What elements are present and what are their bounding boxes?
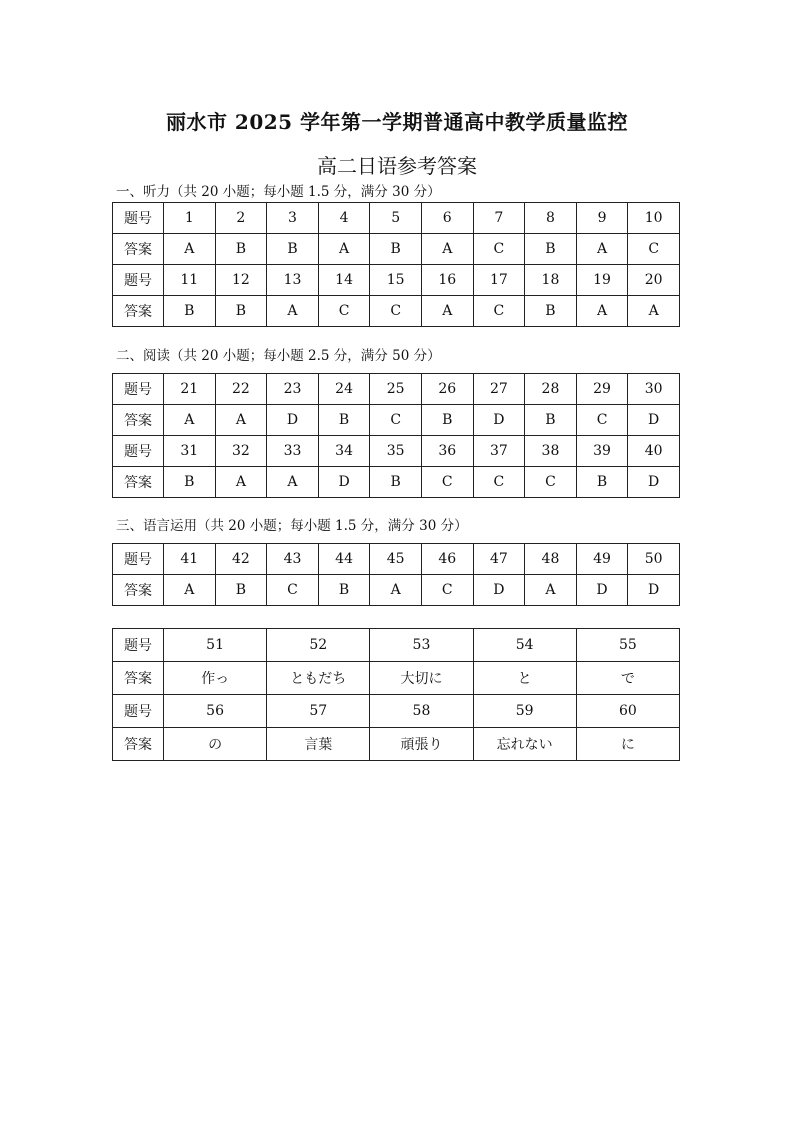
- question-number-row: [113, 544, 680, 575]
- question-number-row: [113, 629, 680, 662]
- answer-cell: D: [318, 467, 370, 498]
- answer-cell: B: [525, 296, 577, 327]
- answer-cell: B: [576, 467, 628, 498]
- answer-cell: B: [421, 405, 473, 436]
- row-label-answer: 答案: [113, 728, 164, 761]
- question-number-cell: 19: [576, 265, 628, 296]
- question-number-cell: 51: [164, 629, 267, 662]
- question-number-row: [113, 695, 680, 728]
- row-label-answer: 答案: [113, 662, 164, 695]
- answer-cell: B: [525, 234, 577, 265]
- question-number-cell: 59: [473, 695, 576, 728]
- question-number-cell: 25: [370, 374, 422, 405]
- row-label-answer: 答案: [113, 467, 164, 498]
- answer-cell: A: [164, 575, 216, 606]
- row-label-question: 题号: [113, 695, 164, 728]
- question-number-cell: 44: [318, 544, 370, 575]
- question-number-cell: 11: [164, 265, 216, 296]
- question-number-cell: 24: [318, 374, 370, 405]
- answer-cell: B: [318, 575, 370, 606]
- question-number-cell: 30: [628, 374, 680, 405]
- question-number-cell: 28: [525, 374, 577, 405]
- answer-cell: C: [576, 405, 628, 436]
- answer-cell: A: [576, 234, 628, 265]
- row-label-answer: 答案: [113, 405, 164, 436]
- answer-cell: B: [525, 405, 577, 436]
- answer-cell: A: [318, 234, 370, 265]
- question-number-cell: 17: [473, 265, 525, 296]
- answer-cell: D: [628, 575, 680, 606]
- answer-cell: 頑張り: [370, 728, 473, 761]
- answer-cell: A: [215, 467, 267, 498]
- answer-cell: ともだち: [267, 662, 370, 695]
- row-label-question: 题号: [113, 374, 164, 405]
- answer-row: [113, 234, 680, 265]
- answer-row: [113, 296, 680, 327]
- row-label-answer: 答案: [113, 234, 164, 265]
- answer-cell: C: [421, 575, 473, 606]
- answer-cell: B: [370, 467, 422, 498]
- answer-cell: B: [215, 296, 267, 327]
- answer-cell: A: [164, 234, 216, 265]
- question-number-row: [113, 203, 680, 234]
- answer-cell: C: [525, 467, 577, 498]
- question-number-cell: 49: [576, 544, 628, 575]
- question-number-cell: 34: [318, 436, 370, 467]
- answer-cell: C: [318, 296, 370, 327]
- question-number-cell: 20: [628, 265, 680, 296]
- answer-cell: B: [318, 405, 370, 436]
- answer-cell: C: [267, 575, 319, 606]
- answer-cell: に: [576, 728, 679, 761]
- question-number-cell: 31: [164, 436, 216, 467]
- question-number-cell: 46: [421, 544, 473, 575]
- answer-cell: A: [164, 405, 216, 436]
- answer-row: [113, 728, 680, 761]
- answer-cell: A: [576, 296, 628, 327]
- answer-cell: 言葉: [267, 728, 370, 761]
- question-number-cell: 53: [370, 629, 473, 662]
- answer-cell: A: [525, 575, 577, 606]
- answer-row: [113, 405, 680, 436]
- answer-cell: D: [473, 575, 525, 606]
- answer-cell: C: [421, 467, 473, 498]
- question-number-cell: 55: [576, 629, 679, 662]
- answer-cell: A: [267, 296, 319, 327]
- question-number-cell: 2: [215, 203, 267, 234]
- question-number-cell: 23: [267, 374, 319, 405]
- answer-table-listening: [112, 202, 680, 327]
- question-number-cell: 47: [473, 544, 525, 575]
- question-number-cell: 1: [164, 203, 216, 234]
- answer-cell: C: [473, 234, 525, 265]
- answer-cell: D: [576, 575, 628, 606]
- answer-cell: B: [164, 296, 216, 327]
- answer-cell: C: [370, 405, 422, 436]
- question-number-cell: 36: [421, 436, 473, 467]
- answer-cell: A: [370, 575, 422, 606]
- question-number-cell: 35: [370, 436, 422, 467]
- question-number-cell: 58: [370, 695, 473, 728]
- question-number-cell: 9: [576, 203, 628, 234]
- section-heading-listening: 一、听力（共 20 小题；每小题 1.5 分，满分 30 分）: [116, 184, 441, 200]
- question-number-cell: 6: [421, 203, 473, 234]
- question-number-cell: 37: [473, 436, 525, 467]
- question-number-cell: 5: [370, 203, 422, 234]
- question-number-cell: 4: [318, 203, 370, 234]
- answer-cell: A: [215, 405, 267, 436]
- question-number-row: [113, 265, 680, 296]
- question-number-cell: 12: [215, 265, 267, 296]
- question-number-cell: 7: [473, 203, 525, 234]
- question-number-cell: 27: [473, 374, 525, 405]
- answer-cell: B: [215, 234, 267, 265]
- answer-cell: 忘れない: [473, 728, 576, 761]
- question-number-cell: 29: [576, 374, 628, 405]
- question-number-cell: 38: [525, 436, 577, 467]
- row-label-question: 题号: [113, 265, 164, 296]
- question-number-cell: 14: [318, 265, 370, 296]
- question-number-cell: 50: [628, 544, 680, 575]
- page-title: 丽水市 2025 学年第一学期普通高中教学质量监控: [165, 110, 629, 134]
- answer-cell: B: [267, 234, 319, 265]
- answer-row: [113, 575, 680, 606]
- answer-cell: C: [473, 296, 525, 327]
- answer-cell: A: [421, 234, 473, 265]
- answer-cell: D: [267, 405, 319, 436]
- answer-cell: D: [473, 405, 525, 436]
- answer-cell: D: [628, 467, 680, 498]
- answer-cell: A: [628, 296, 680, 327]
- answer-table-fill-in: [112, 628, 680, 761]
- answer-cell: と: [473, 662, 576, 695]
- answer-table-language-usage: [112, 543, 680, 606]
- question-number-cell: 41: [164, 544, 216, 575]
- row-label-answer: 答案: [113, 296, 164, 327]
- question-number-cell: 43: [267, 544, 319, 575]
- answer-cell: B: [215, 575, 267, 606]
- section-heading-reading: 二、阅读（共 20 小题；每小题 2.5 分，满分 50 分）: [116, 348, 441, 364]
- question-number-cell: 22: [215, 374, 267, 405]
- question-number-cell: 56: [164, 695, 267, 728]
- question-number-row: [113, 436, 680, 467]
- question-number-cell: 32: [215, 436, 267, 467]
- row-label-question: 题号: [113, 544, 164, 575]
- question-number-cell: 54: [473, 629, 576, 662]
- question-number-cell: 48: [525, 544, 577, 575]
- answer-table-reading: [112, 373, 680, 498]
- question-number-cell: 13: [267, 265, 319, 296]
- question-number-cell: 10: [628, 203, 680, 234]
- page-subtitle: 高二日语参考答案: [317, 154, 477, 178]
- question-number-cell: 26: [421, 374, 473, 405]
- answer-cell: C: [473, 467, 525, 498]
- answer-cell: A: [421, 296, 473, 327]
- question-number-cell: 45: [370, 544, 422, 575]
- question-number-cell: 52: [267, 629, 370, 662]
- question-number-cell: 21: [164, 374, 216, 405]
- answer-cell: B: [370, 234, 422, 265]
- answer-cell: C: [628, 234, 680, 265]
- question-number-cell: 39: [576, 436, 628, 467]
- question-number-cell: 8: [525, 203, 577, 234]
- answer-cell: 作っ: [164, 662, 267, 695]
- row-label-question: 题号: [113, 629, 164, 662]
- answer-cell: の: [164, 728, 267, 761]
- row-label-question: 题号: [113, 436, 164, 467]
- question-number-cell: 3: [267, 203, 319, 234]
- question-number-row: [113, 374, 680, 405]
- answer-row: [113, 467, 680, 498]
- answer-cell: D: [628, 405, 680, 436]
- section-heading-language-usage: 三、语言运用（共 20 小题；每小题 1.5 分，满分 30 分）: [116, 518, 468, 534]
- answer-cell: 大切に: [370, 662, 473, 695]
- row-label-answer: 答案: [113, 575, 164, 606]
- question-number-cell: 18: [525, 265, 577, 296]
- question-number-cell: 60: [576, 695, 679, 728]
- question-number-cell: 40: [628, 436, 680, 467]
- question-number-cell: 42: [215, 544, 267, 575]
- question-number-cell: 15: [370, 265, 422, 296]
- question-number-cell: 57: [267, 695, 370, 728]
- answer-cell: で: [576, 662, 679, 695]
- question-number-cell: 16: [421, 265, 473, 296]
- answer-cell: C: [370, 296, 422, 327]
- question-number-cell: 33: [267, 436, 319, 467]
- answer-row: [113, 662, 680, 695]
- answer-cell: B: [164, 467, 216, 498]
- row-label-question: 题号: [113, 203, 164, 234]
- answer-cell: A: [267, 467, 319, 498]
